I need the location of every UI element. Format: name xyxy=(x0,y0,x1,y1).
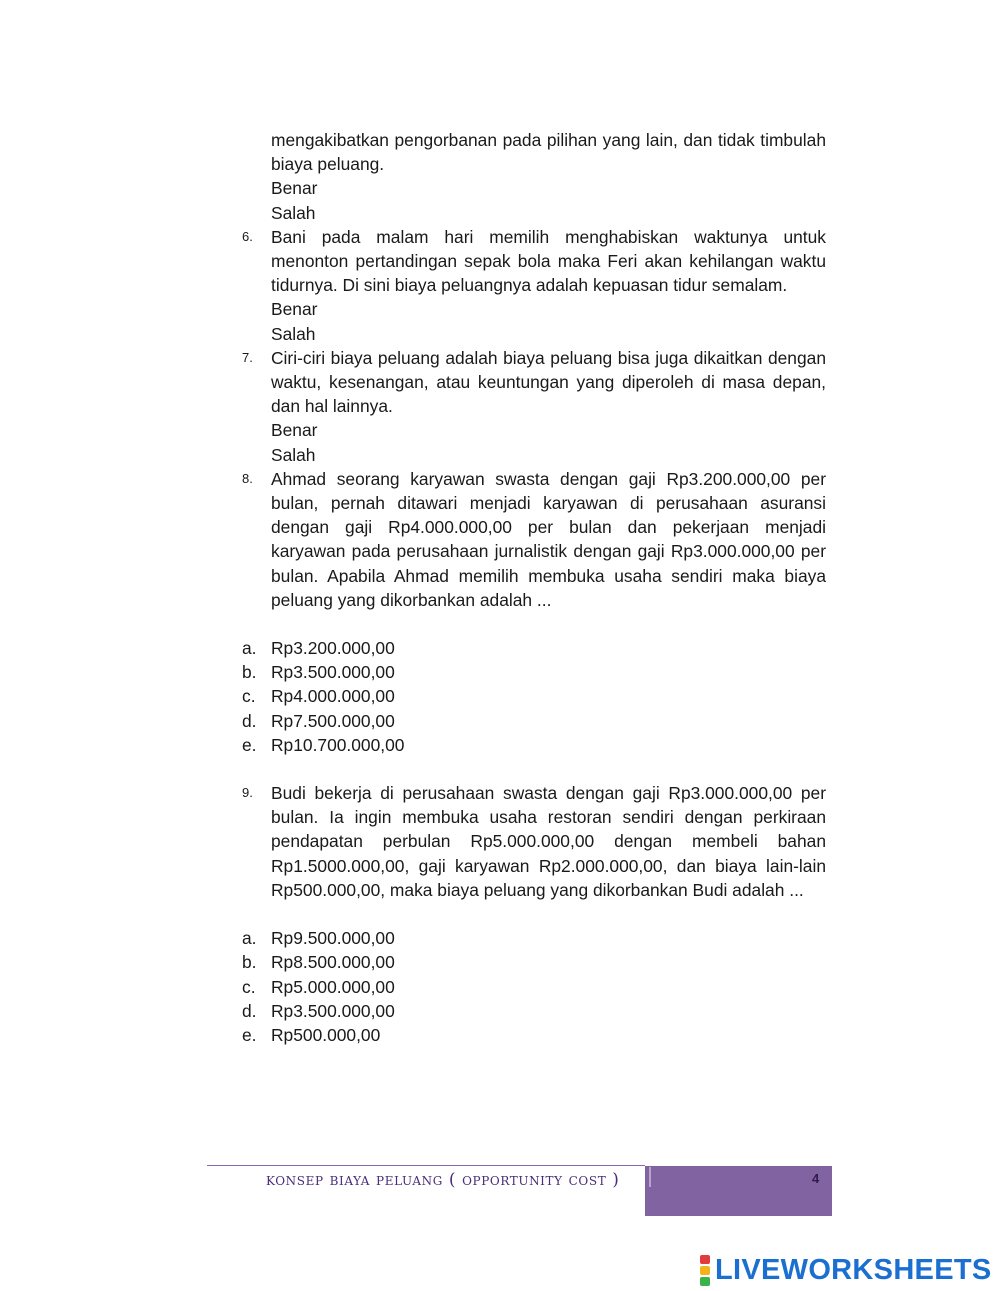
choices-q8 xyxy=(238,636,826,757)
choices-q9 xyxy=(238,926,826,1047)
choice-letter: e. xyxy=(242,1024,257,1045)
footer-title: konsep biaya peluang ( opportunity cost ) xyxy=(266,1170,620,1190)
choice-text: Rp4.000.000,00 xyxy=(271,686,395,707)
choice-letter: e. xyxy=(242,734,257,755)
option-salah[interactable]: Salah xyxy=(271,202,316,223)
choice-letter: b. xyxy=(242,952,257,973)
choice-text: Rp3.500.000,00 xyxy=(271,1000,395,1021)
option-benar[interactable]: Benar xyxy=(271,299,318,320)
question-text: Budi bekerja di perusahaan swasta dengan gaji Rp3.000.000,00 per bulan. Ia ingin membuka usaha restoran sendiri dengan perkiraan pendapatan perbulan Rp5.000.000,00 dengan membeli bahan Rp1.5000.000,00, gaji karyawan Rp2.000.000,00, dan biaya lain-lain Rp500.000,00, maka biaya peluang yang dikorbankan Budi adalah ... xyxy=(271,783,826,900)
question-text: Ahmad seorang karyawan swasta dengan gaji Rp3.200.000,00 per bulan, pernah ditawari menjadi karyawan di perusahaan asuransi dengan gaji Rp4.000.000,00 per bulan dan pekerjaan menjadi karyawan pada perusahaan jurnalistik dengan gaji Rp3.000.000,00 per bulan. Apabila Ahmad memilih membuka usaha sendiri maka biaya peluang yang dikorbankan adalah ... xyxy=(271,468,826,610)
option-salah[interactable]: Salah xyxy=(271,444,316,465)
choice-letter: d. xyxy=(242,1000,257,1021)
choice-letter: a. xyxy=(242,928,257,949)
choice-d[interactable] xyxy=(238,709,826,733)
question-number: 9. xyxy=(242,785,253,801)
choice-letter: c. xyxy=(242,686,256,707)
choice-letter: a. xyxy=(242,638,257,659)
intro-block xyxy=(238,128,826,225)
option-benar[interactable]: Benar xyxy=(271,178,318,199)
question-8 xyxy=(238,467,826,612)
page-number: 4 xyxy=(812,1171,820,1186)
choice-text: Rp7.500.000,00 xyxy=(271,710,395,731)
choice-letter: d. xyxy=(242,710,257,731)
choice-b[interactable] xyxy=(238,950,826,974)
option-benar[interactable]: Benar xyxy=(271,420,318,441)
option-salah[interactable]: Salah xyxy=(271,323,316,344)
liveworksheets-brand xyxy=(700,1254,992,1287)
choice-letter: c. xyxy=(242,976,256,997)
footer-separator xyxy=(649,1167,651,1187)
choice-letter: b. xyxy=(242,662,257,683)
question-number: 7. xyxy=(242,349,253,365)
choice-c[interactable] xyxy=(238,975,826,999)
choice-b[interactable] xyxy=(238,660,826,684)
choice-e[interactable] xyxy=(238,1023,826,1047)
brand-text: LIVEWORKSHEETS xyxy=(715,1254,992,1286)
choice-text: Rp9.500.000,00 xyxy=(271,928,395,949)
choice-text: Rp3.200.000,00 xyxy=(271,638,395,659)
question-number: 8. xyxy=(242,470,253,486)
choice-a[interactable] xyxy=(238,926,826,950)
question-6 xyxy=(238,225,826,346)
question-9 xyxy=(238,781,826,902)
choice-text: Rp8.500.000,00 xyxy=(271,952,395,973)
choice-a[interactable] xyxy=(238,636,826,660)
footer-divider xyxy=(207,1165,645,1166)
choice-text: Rp3.500.000,00 xyxy=(271,662,395,683)
question-text: Bani pada malam hari memilih menghabiskan waktunya untuk menonton pertandingan sepak bola maka Feri akan kehilangan waktu tidurnya. Di sini biaya peluangnya adalah kepuasan tidur semalam. xyxy=(271,226,826,296)
choice-text: Rp5.000.000,00 xyxy=(271,976,395,997)
intro-text: mengakibatkan pengorbanan pada pilihan yang lain, dan tidak timbulah biaya peluang. xyxy=(271,130,826,175)
choice-text: Rp10.700.000,00 xyxy=(271,734,405,755)
question-number: 6. xyxy=(242,228,253,244)
choice-c[interactable] xyxy=(238,684,826,708)
liveworksheets-logo-icon xyxy=(700,1255,710,1286)
worksheet-content xyxy=(238,128,826,1047)
question-text: Ciri-ciri biaya peluang adalah biaya peluang bisa juga dikaitkan dengan waktu, kesenangan, atau keuntungan yang diperoleh di masa depan, dan hal lainnya. xyxy=(271,347,826,417)
choice-e[interactable] xyxy=(238,733,826,757)
question-7 xyxy=(238,346,826,467)
choice-text: Rp500.000,00 xyxy=(271,1024,381,1045)
footer-band xyxy=(645,1166,832,1216)
choice-d[interactable] xyxy=(238,999,826,1023)
